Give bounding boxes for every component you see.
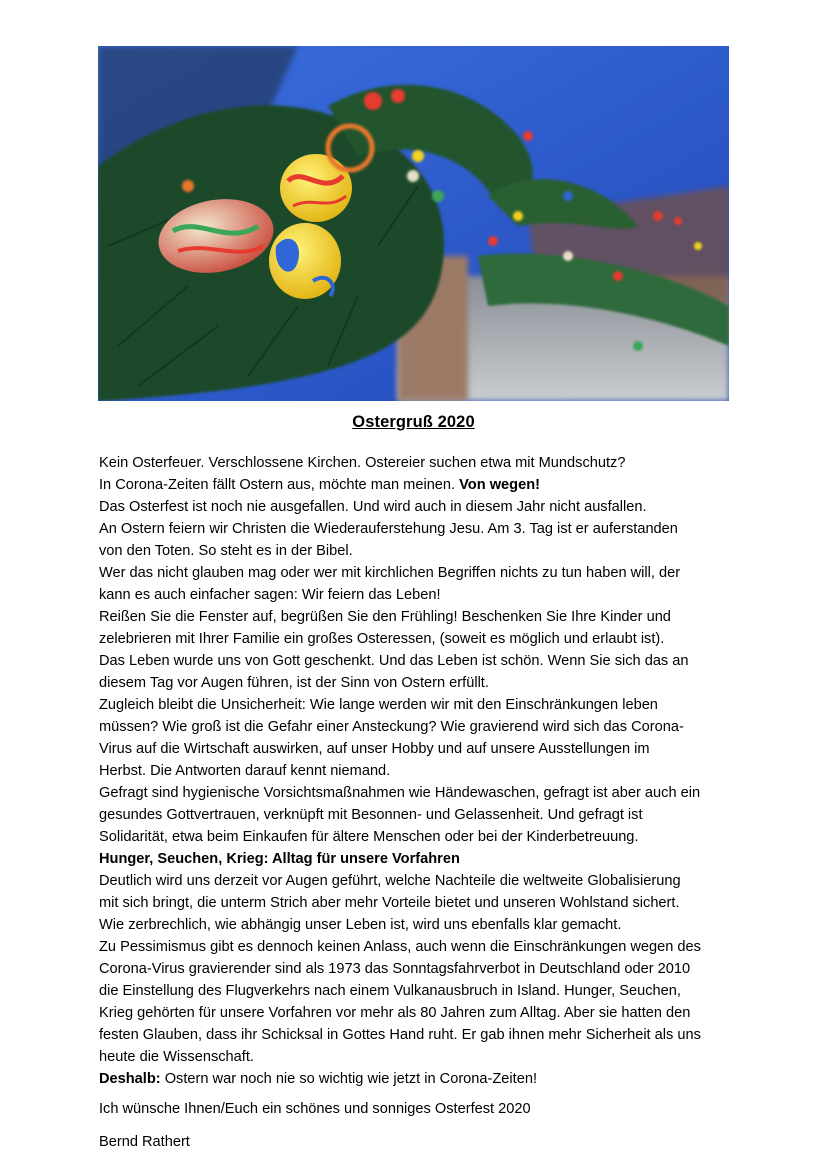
line-text: von den Toten. So steht es in der Bibel. [99, 543, 353, 559]
text-line [99, 518, 731, 540]
text-line [99, 958, 731, 980]
line-text: diesem Tag vor Augen führen, ist der Sinn von Ostern erfüllt. [99, 675, 489, 691]
text-line [99, 474, 731, 496]
text-line [99, 914, 731, 936]
line-text: Wer das nicht glauben mag oder wer mit kirchlichen Begriffen nichts zu tun haben will, der [99, 565, 681, 581]
text-line [99, 672, 731, 694]
text-line [99, 826, 731, 848]
text-line [99, 804, 731, 826]
line-text: müssen? Wie groß ist die Gefahr einer Ansteckung? Wie gravierend wird sich das Corona- [99, 719, 684, 735]
text-line [99, 606, 731, 628]
page-title: Ostergruß 2020 [352, 413, 475, 431]
text-line [99, 496, 731, 518]
text-line [99, 650, 731, 672]
line-text: Solidarität, etwa beim Einkaufen für ältere Menschen oder bei der Kinderbetreuung. [99, 829, 639, 845]
line-text: gesundes Gottvertrauen, verknüpft mit Besonnen- und Gelassenheit. Und gefragt ist [99, 807, 643, 823]
text-line [99, 936, 731, 958]
line-text: Zugleich bleibt die Unsicherheit: Wie lange werden wir mit den Einschränkungen leben [99, 697, 658, 713]
line-text: Corona-Virus gravierender sind als 1973 das Sonntagsfahrverbot in Deutschland oder 2010 [99, 961, 691, 977]
letter-body [99, 452, 731, 1090]
text-line [99, 716, 731, 738]
line-text: Ostern war noch nie so wichtig wie jetzt in Corona-Zeiten! [160, 1071, 537, 1087]
line-text: Wie zerbrechlich, wie abhängig unser Leben ist, wird uns ebenfalls klar gemacht. [99, 917, 622, 933]
line-text: kann es auch einfacher sagen: Wir feiern das Leben! [99, 587, 441, 603]
text-line [99, 870, 731, 892]
line-text: Virus auf die Wirtschaft auswirken, auf unser Hobby und auf unsere Ausstellungen im [99, 741, 650, 757]
text-line [99, 628, 731, 650]
text-line [99, 738, 731, 760]
easter-fountain-photo [98, 46, 729, 401]
line-text: In Corona-Zeiten fällt Ostern aus, möchte man meinen. [99, 477, 460, 493]
line-text: Herbst. Die Antworten darauf kennt niemand. [99, 763, 391, 779]
text-line [99, 1068, 731, 1090]
text-line [99, 1024, 731, 1046]
line-text: Krieg gehörten für unsere Vorfahren vor mehr als 80 Jahren zum Alltag. Aber sie hatten den [99, 1005, 691, 1021]
line-text: Zu Pessimismus gibt es dennoch keinen Anlass, auch wenn die Einschränkungen wegen des [99, 939, 701, 955]
closing-line: Ich wünsche Ihnen/Euch ein schönes und sonniges Osterfest 2020 [99, 1101, 531, 1117]
text-line [99, 694, 731, 716]
line-text: Reißen Sie die Fenster auf, begrüßen Sie den Frühling! Beschenken Sie Ihre Kinder und [99, 609, 671, 625]
text-line [99, 540, 731, 562]
bold-heading: Deshalb: [99, 1071, 161, 1087]
bold-heading: Hunger, Seuchen, Krieg: Alltag für unsere Vorfahren [99, 851, 460, 867]
text-line [99, 562, 731, 584]
line-text: Das Osterfest ist noch nie ausgefallen. Und wird auch in diesem Jahr nicht ausfallen. [99, 499, 647, 515]
line-text: Gefragt sind hygienische Vorsichtsmaßnahmen wie Händewaschen, gefragt ist aber auch ein [99, 785, 701, 801]
text-line [99, 980, 731, 1002]
text-line [99, 848, 731, 870]
line-text: Deutlich wird uns derzeit vor Augen geführt, welche Nachteile die weltweite Globalisierung [99, 873, 681, 889]
line-text: Kein Osterfeuer. Verschlossene Kirchen. Ostereier suchen etwa mit Mundschutz? [99, 455, 626, 471]
line-text: Das Leben wurde uns von Gott geschenkt. Und das Leben ist schön. Wenn Sie sich das an [99, 653, 689, 669]
text-line [99, 782, 731, 804]
author-name: Bernd Rathert [99, 1134, 190, 1150]
text-line [99, 1046, 731, 1068]
bold-emphasis: Von wegen! [459, 477, 540, 493]
line-text: An Ostern feiern wir Christen die Wiederauferstehung Jesu. Am 3. Tag ist er auferstanden [99, 521, 678, 537]
easter-eggs-image [98, 46, 729, 401]
text-line [99, 892, 731, 914]
line-text: mit sich bringt, die unterm Strich aber mehr Vorteile bietet und unseren Wohlstand sichert. [99, 895, 680, 911]
line-text: festen Glauben, dass ihr Schicksal in Gottes Hand ruht. Er gab ihnen mehr Sicherheit als uns [99, 1027, 701, 1043]
text-line [99, 584, 731, 606]
text-line [99, 452, 731, 474]
text-line [99, 1002, 731, 1024]
line-text: die Einstellung des Flugverkehrs nach einem Vulkanausbruch in Island. Hunger, Seuchen, [99, 983, 681, 999]
line-text: zelebrieren mit Ihrer Familie ein großes Osteressen, (soweit es möglich und erlaubt ist). [99, 631, 665, 647]
line-text: heute die Wissenschaft. [99, 1049, 254, 1065]
text-line [99, 760, 731, 782]
